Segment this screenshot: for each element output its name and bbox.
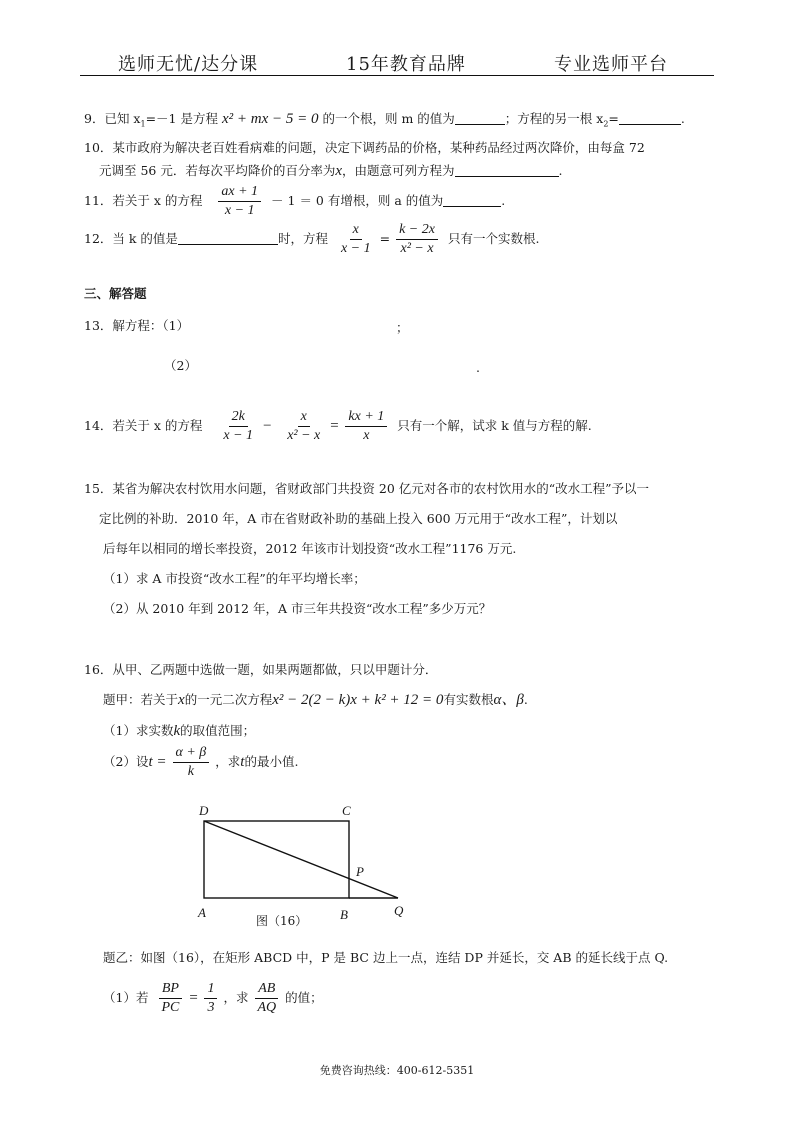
numerator: α + β xyxy=(173,746,210,763)
question-10-line1: 10．某市政府为解决老百姓看病难的问题，决定下调药品的价格，某种药品经过两次降价，由每盒 72 xyxy=(84,140,645,155)
equals-sign: = xyxy=(329,418,340,434)
header-slogan: 15年教育品牌 xyxy=(346,54,466,75)
quadratic-equation: x² − 2(2 − k)x + k² + 12 = 0 xyxy=(272,692,444,708)
section-heading: 三、解答题 xyxy=(84,286,147,301)
q9-text: . xyxy=(680,111,685,126)
fraction-one-third xyxy=(204,982,217,1015)
ratio-ab-aq xyxy=(254,982,279,1015)
variable-t: t xyxy=(240,754,245,770)
t-definition: t = xyxy=(148,754,167,770)
denominator: x − 1 xyxy=(224,203,255,218)
question-13-part1: 13．解方程：（1） xyxy=(84,318,190,333)
q9-text: =－1 是方程 xyxy=(145,111,218,126)
denominator: x² − x xyxy=(287,428,321,443)
denominator: x xyxy=(363,428,370,443)
numerator: kx + 1 xyxy=(345,410,387,427)
denominator: x − 1 xyxy=(340,241,371,256)
question-16-jia: 题甲：若关于x的一元二次方程x² − 2(2 − k)x + k² + 12 = 0有实数根α、β. xyxy=(103,692,528,708)
equals-sign: = xyxy=(188,990,199,1006)
q16-text: ，求 xyxy=(215,754,241,769)
line-dq xyxy=(204,821,398,898)
q13-period: . xyxy=(476,360,480,375)
rectangle-abcd xyxy=(204,821,349,898)
question-16-yi: 题乙：如图（16），在矩形 ABCD 中，P 是 BC 边上一点，连结 DP 并延长，交 AB 的延长线于点 Q. xyxy=(103,950,669,965)
label-p: P xyxy=(356,864,364,879)
q16-text: （1）若 xyxy=(103,990,149,1005)
q12-text: 时，方程 xyxy=(277,231,328,246)
q10-variable: x xyxy=(335,163,343,179)
denominator: x² − x xyxy=(400,241,434,256)
q9-sub1: 1 xyxy=(140,119,146,129)
label-q: Q xyxy=(394,903,404,918)
numerator: 1 xyxy=(204,982,217,999)
label-a: A xyxy=(198,905,206,920)
q11-text: 11．若关于 x 的方程 xyxy=(84,193,203,208)
roots: α、β xyxy=(493,692,524,708)
header-brand: 选师无忧/达分课 xyxy=(118,54,259,75)
numerator: BP xyxy=(159,982,182,999)
question-15-sub1: （1）求 A 市投资“改水工程”的年平均增长率； xyxy=(103,571,366,586)
q16-text: 有实数根 xyxy=(443,692,494,707)
q16-text: ，求 xyxy=(223,990,249,1005)
numerator: ax + 1 xyxy=(218,185,261,202)
numerator: x xyxy=(298,410,310,427)
question-15-line1: 15．某省为解决农村饮用水问题，省财政部门共投资 20 亿元对各市的农村饮用水的“改水工程”予以一 xyxy=(84,481,650,496)
q16-text: （2）设 xyxy=(103,754,149,769)
numerator: AB xyxy=(255,982,278,999)
question-15-sub2: （2）从 2010 年到 2012 年，A 市三年共投资“改水工程”多少万元？ xyxy=(103,601,492,616)
q11-text: . xyxy=(501,193,506,208)
q16-text: （1）求实数 xyxy=(103,723,174,738)
label-c: C xyxy=(342,803,351,818)
numerator: 2k xyxy=(229,410,248,427)
q14-text: 只有一个解，试求 k 值与方程的解. xyxy=(397,418,592,433)
label-d: D xyxy=(199,803,209,818)
header-platform: 专业选师平台 xyxy=(554,54,668,75)
q16-text: 的最小值. xyxy=(244,754,299,769)
denominator: x − 1 xyxy=(223,428,254,443)
denominator: PC xyxy=(161,1000,180,1015)
q9-text: 的一个根，则 m 的值为 xyxy=(322,111,455,126)
label-b: B xyxy=(340,907,348,922)
question-13-part2: （2） xyxy=(164,358,197,373)
q16-text: 的一元二次方程 xyxy=(184,692,273,707)
q11-text: － 1 ＝ 0 有增根，则 a 的值为 xyxy=(271,193,444,208)
q9-equation: x² + mx − 5 = 0 xyxy=(221,111,319,127)
q9-text: 9．已知 x xyxy=(84,111,141,126)
q14-text: 14．若关于 x 的方程 xyxy=(84,418,203,433)
figure-caption: 图（16） xyxy=(256,914,308,928)
q12-text: 只有一个实数根. xyxy=(447,231,540,246)
footer-hotline: 免费咨询热线：400-612-5351 xyxy=(319,1064,475,1077)
q9-text: = xyxy=(608,111,619,126)
ratio-bp-pc xyxy=(158,982,182,1015)
denominator: AQ xyxy=(257,1000,277,1015)
q10-text: 元调至 56 元．若每次平均降价的百分率为 xyxy=(99,163,336,178)
question-16-yi-1 xyxy=(103,982,323,1015)
q16-text: 的值； xyxy=(285,990,323,1005)
minus-sign: − xyxy=(262,418,273,434)
q9-sub2: 2 xyxy=(603,119,609,129)
denominator: 3 xyxy=(207,1000,215,1015)
question-15-line2: 定比例的补助．2010 年，A 市在省财政补助的基础上投入 600 万元用于“改水工程”，计划以 xyxy=(99,511,618,526)
q16-text: 的取值范围； xyxy=(180,723,256,738)
variable-k: k xyxy=(173,723,181,739)
q10-text: ，由题意可列方程为 xyxy=(342,163,455,178)
q13-semicolon: ； xyxy=(396,320,409,335)
q12-text: 12．当 k 的值是 xyxy=(84,231,178,246)
question-16-intro: 16．从甲、乙两题中选做一题，如果两题都做，只以甲题计分． xyxy=(84,662,438,677)
q10-text: . xyxy=(558,163,563,178)
q16-text: 题甲：若关于 xyxy=(103,692,179,707)
denominator: k xyxy=(187,764,194,779)
numerator: x xyxy=(350,223,362,240)
q9-text: ；方程的另一根 x xyxy=(504,111,604,126)
numerator: k − 2x xyxy=(396,223,438,240)
variable-x: x xyxy=(178,692,185,708)
question-15-line3: 后每年以相同的增长率投资，2012 年该市计划投资“改水工程”1176 万元. xyxy=(103,541,517,556)
equals-sign: = xyxy=(379,231,391,246)
